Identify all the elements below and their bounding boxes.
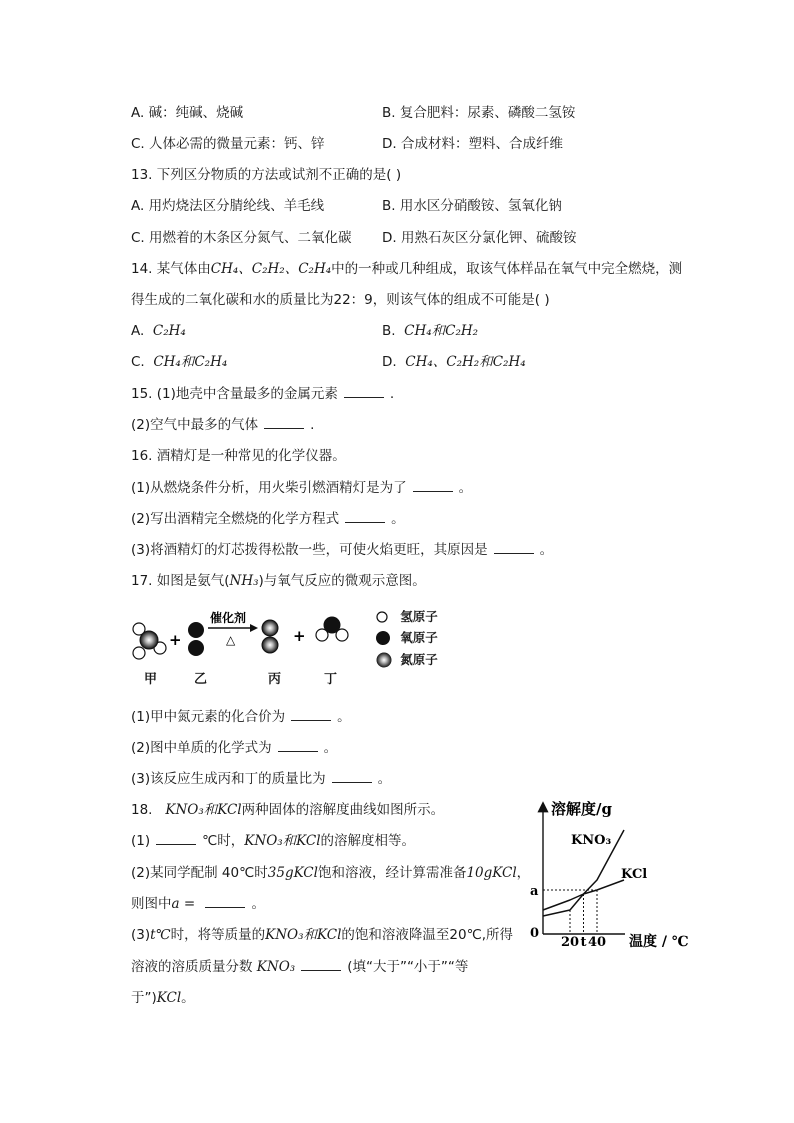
q18-part2-line2 — [131, 895, 265, 913]
answer-blank[interactable] — [291, 708, 331, 721]
question-text: ℃时， — [202, 833, 245, 849]
water-molecule — [316, 617, 348, 642]
formula: 10gKCl — [466, 865, 517, 881]
answer-blank[interactable] — [301, 958, 341, 971]
punctuation: 。 — [181, 990, 195, 1006]
question-text: 两种固体的溶解度曲线如图所示。 — [241, 802, 445, 818]
x-axis-label: 温度 / ℃ — [629, 934, 689, 950]
reaction-diagram — [125, 608, 365, 670]
answer-blank[interactable] — [345, 510, 385, 523]
question-text: 则图中 — [131, 896, 172, 912]
question-text: (3)将酒精灯的灯芯拨得松散一些，可使火焰更旺，其原因是 — [131, 542, 488, 558]
y-axis-label: 溶解度/g — [551, 800, 612, 818]
q12-option-c: C. 人体必需的微量元素：钙、锌 — [131, 136, 325, 152]
heat-symbol: △ — [226, 633, 236, 647]
q16-stem: 16. 酒精灯是一种常见的化学仪器。 — [131, 448, 346, 464]
option-formula: CH₄和C₂H₄ — [153, 354, 228, 370]
nitrogen-atom-icon — [376, 652, 392, 668]
x-tick-label: 40 — [587, 935, 607, 950]
y-tick-a: a — [530, 884, 539, 899]
label-yi: 乙 — [194, 672, 208, 687]
q14-option-b — [382, 322, 478, 340]
q12-option-d: D. 合成材料：塑料、合成纤维 — [382, 136, 563, 152]
formula: a = — [171, 896, 200, 912]
hydrogen-atom-icon — [376, 610, 390, 624]
label-bing: 丙 — [268, 672, 282, 687]
punctuation: 。 — [323, 740, 338, 756]
q13-option-a: A. 用灼烧法区分腈纶线、羊毛线 — [131, 198, 325, 214]
q17-part3 — [131, 770, 391, 788]
q18-part1 — [131, 832, 415, 850]
q13-option-d: D. 用熟石灰区分氯化钾、硫酸铵 — [382, 230, 577, 246]
question-text: 17. 如图是氨气( — [131, 573, 230, 589]
q14-stem-line1 — [131, 260, 682, 278]
formula: t℃ — [150, 927, 171, 943]
legend-label: 氧原子 — [400, 630, 438, 645]
q14-option-a — [131, 322, 186, 340]
punctuation: 。 — [391, 511, 405, 527]
punctuation: . — [389, 386, 395, 402]
q16-part1 — [131, 479, 472, 497]
punctuation: 。 — [539, 542, 554, 558]
q17-stem — [131, 572, 426, 590]
question-text: (1)从燃烧条件分析，用火柴引燃酒精灯是为了 — [131, 480, 407, 496]
q14-stem-text3: ，则该气体的组成不可能是( ) — [372, 292, 550, 308]
question-text: (填“大于”“小于”“等 — [347, 959, 469, 975]
q18-part3-line1 — [131, 926, 513, 944]
catalyst-label: 催化剂 — [210, 611, 247, 625]
q18-part2-line1 — [131, 864, 530, 882]
question-text: 于”) — [131, 990, 157, 1006]
question-text: (2)空气中最多的气体 — [131, 417, 259, 433]
q12-option-b: B. 复合肥料：尿素、磷酸二氢铵 — [382, 105, 576, 121]
q18-part3-line2 — [131, 958, 468, 976]
option-label: D. — [382, 354, 397, 370]
q12-option-a: A. 碱：纯碱、烧碱 — [131, 105, 244, 121]
q18-part3-line3 — [131, 989, 195, 1007]
punctuation: 。 — [377, 771, 392, 787]
q14-stem-text: 中的一种或几种组成，取该气体样品在氧气中完全燃烧，测 — [331, 261, 683, 277]
q13-option-c: C. 用燃着的木条区分氮气、二氧化碳 — [131, 230, 352, 246]
q13-option-b: B. 用水区分硝酸铵、氢氧化钠 — [382, 198, 562, 214]
answer-blank[interactable] — [264, 416, 304, 429]
q17-part2 — [131, 739, 337, 757]
q16-part2 — [131, 510, 405, 528]
q14-number: 14. 某气体由 — [131, 261, 211, 277]
q18-stem — [131, 801, 444, 819]
question-text: 的饱和溶液降温至20℃,所得 — [341, 927, 514, 943]
legend-hydrogen — [376, 609, 438, 625]
formula: KNO₃和KCl — [265, 927, 342, 943]
q14-formula-gases: CH₄、C₂H₂、C₂H₄ — [210, 261, 332, 277]
formula: KNO₃和KCl — [165, 802, 242, 818]
x-tick-label: t — [580, 935, 587, 950]
question-number: 18. — [131, 802, 153, 818]
question-text: 15. (1)地壳中含量最多的金属元素 — [131, 386, 338, 402]
arrow-head — [250, 624, 258, 632]
question-text: (2)某同学配制 40℃时 — [131, 865, 268, 881]
formula: 35gKCl — [267, 865, 318, 881]
question-text: )与氧气反应的微观示意图。 — [258, 573, 426, 589]
legend-label: 氮原子 — [400, 652, 438, 667]
answer-blank[interactable] — [344, 385, 384, 398]
question-text: 的溶解度相等。 — [320, 833, 416, 849]
q13-stem: 13. 下列区分物质的方法或试剂不正确的是( ) — [131, 167, 402, 183]
q14-ratio: 22：9 — [333, 292, 373, 308]
answer-blank[interactable] — [278, 739, 318, 752]
q16-part3 — [131, 541, 553, 559]
label-jia: 甲 — [144, 672, 158, 687]
option-formula: C₂H₄ — [152, 323, 186, 339]
answer-blank[interactable] — [205, 895, 245, 908]
question-text: (2)图中单质的化学式为 — [131, 740, 272, 756]
question-text: (1)甲中氮元素的化合价为 — [131, 709, 286, 725]
q14-option-d — [382, 353, 526, 371]
question-text: (3)该反应生成丙和丁的质量比为 — [131, 771, 326, 787]
legend-oxygen — [376, 630, 438, 646]
solubility-chart — [525, 796, 697, 956]
origin-label: 0 — [530, 926, 540, 941]
answer-blank[interactable] — [413, 479, 453, 492]
answer-blank[interactable] — [156, 832, 196, 845]
q14-stem-text2: 得生成的二氧化碳和水的质量比为 — [131, 292, 334, 308]
punctuation: 。 — [337, 709, 351, 725]
option-label: A. — [131, 323, 145, 339]
answer-blank[interactable] — [494, 541, 534, 554]
formula: KCl — [156, 990, 182, 1006]
option-formula: CH₄和C₂H₂ — [404, 323, 479, 339]
punctuation: 。 — [458, 480, 473, 496]
legend-label: 氢原子 — [400, 609, 438, 624]
series-label-kno3: KNO₃ — [571, 833, 612, 848]
plus-sign: + — [169, 631, 182, 649]
punctuation: 。 — [251, 896, 265, 912]
plus-sign: + — [293, 627, 306, 645]
q14-stem-line2 — [131, 291, 550, 309]
punctuation: . — [310, 417, 315, 433]
nitrogen-molecule — [262, 620, 278, 653]
q14-option-c — [131, 353, 227, 371]
formula: KNO₃和KCl — [244, 833, 321, 849]
option-label: C. — [131, 354, 145, 370]
q15-part2 — [131, 416, 314, 434]
punctuation: ， — [516, 865, 531, 881]
answer-blank[interactable] — [332, 770, 372, 783]
oxygen-atom-icon — [376, 631, 390, 645]
question-text: 溶液的溶质质量分数 — [131, 959, 253, 975]
part-label: (1) — [131, 833, 151, 849]
q15-part1 — [131, 385, 394, 403]
series-label-kcl: KCl — [621, 867, 648, 882]
option-formula: CH₄、C₂H₂和C₂H₄ — [405, 354, 526, 370]
q17-part1 — [131, 708, 351, 726]
option-label: B. — [382, 323, 396, 339]
x-tick-label: 20 — [560, 935, 580, 950]
part-label: (3) — [131, 927, 151, 943]
legend-nitrogen — [376, 652, 438, 668]
question-text: 饱和溶液，经计算需准备 — [317, 865, 467, 881]
oxygen-molecule — [188, 622, 204, 656]
ammonia-formula: NH₃ — [229, 573, 259, 589]
question-text: (2)写出酒精完全燃烧的化学方程式 — [131, 511, 340, 527]
label-ding: 丁 — [324, 672, 338, 687]
formula: KNO₃ — [256, 959, 296, 975]
question-text: 时，将等质量的 — [170, 927, 266, 943]
ammonia-molecule — [133, 623, 166, 659]
